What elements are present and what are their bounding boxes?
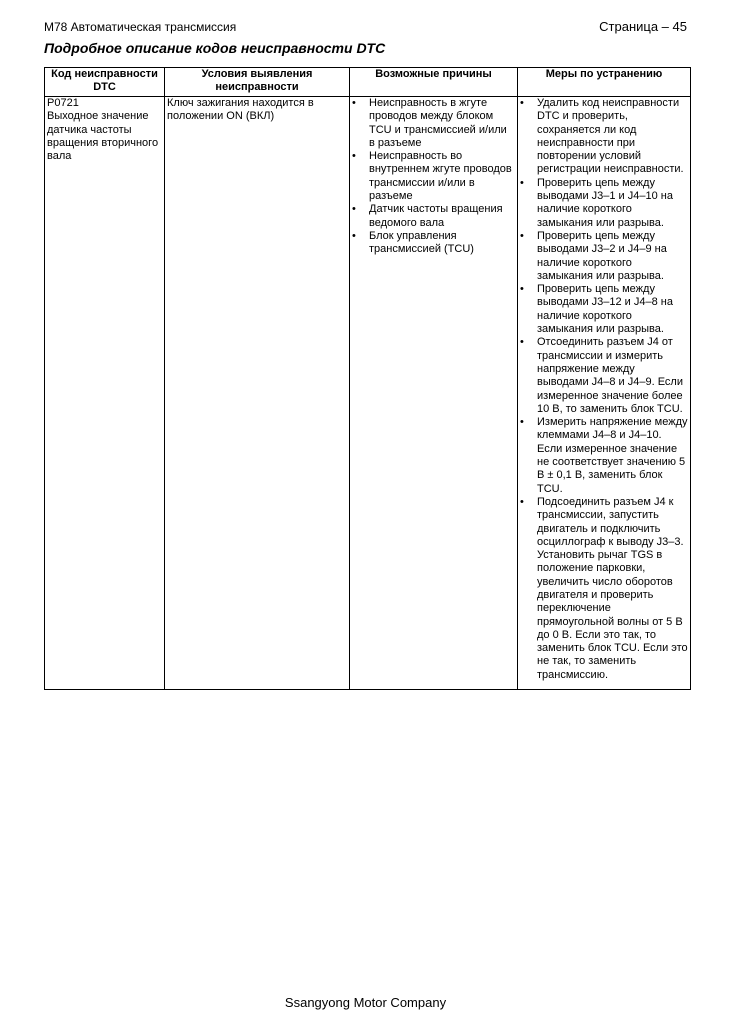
cause-item-text: Блок управления трансмиссией (TCU) <box>369 229 474 256</box>
dtc-code-description: Выходное значение датчика частоты вращения вторичного вала <box>47 110 159 163</box>
cause-item <box>352 203 515 230</box>
bullet-marker: • <box>352 97 356 109</box>
header-detection-conditions: Условия выявления неисправности <box>165 68 350 97</box>
possible-causes-cell <box>350 97 518 690</box>
table-row <box>45 97 691 690</box>
bullet-marker: • <box>520 229 524 242</box>
remedy-item <box>520 283 688 336</box>
document-header-title: M78 Автоматическая трансмиссия <box>44 20 237 34</box>
dtc-code-cell <box>45 97 165 690</box>
bullet-marker: • <box>352 229 356 242</box>
header-possible-causes: Возможные причины <box>350 68 518 97</box>
cause-item <box>352 150 515 203</box>
bullet-marker: • <box>352 203 356 216</box>
bullet-marker: • <box>352 150 356 163</box>
header-remedies: Меры по устранению <box>518 68 691 97</box>
remedy-item <box>520 230 688 283</box>
table-header-row <box>45 68 691 97</box>
remedy-item <box>520 496 688 682</box>
dtc-code: P0721 <box>47 97 79 109</box>
remedy-item-text: Проверить цепь между выводами J3–2 и J4–9 на наличие короткого замыкания или разрыва. <box>537 229 667 282</box>
remedy-item-text: Подсоединить разъем J4 к трансмиссии, запустить двигатель и подключить осциллограф к выводу J3–3. Установить рычаг TGS в положение парковки, увеличить число оборотов двигателя и проверить переключение прямоугольной волны от 5 В до 0 В. Если это так, то заменить блок TCU. Если это не так, то заменить трансмиссию. <box>537 495 688 681</box>
remedy-item <box>520 336 688 416</box>
section-title: Подробное описание кодов неисправности DTC <box>44 40 386 56</box>
cause-item-text: Неисправность во внутреннем жгуте проводов трансмиссии и/или в разъеме <box>369 150 512 203</box>
remedy-item-text: Измерить напряжение между клеммами J4–8 и J4–10. Если измеренное значение не соответствует значению 5 В ± 0,1 В, заменить блок TCU. <box>537 416 688 495</box>
remedy-item <box>520 416 688 496</box>
footer-company: Ssangyong Motor Company <box>284 995 447 1010</box>
bullet-marker: • <box>520 416 524 429</box>
cause-item-text: Неисправность в жгуте проводов между блоком TCU и трансмиссией и/или в разъеме <box>369 97 507 149</box>
remedy-item <box>520 177 688 230</box>
remedy-item-text: Проверить цепь между выводами J3–12 и J4–8 на наличие короткого замыкания или разрыва. <box>537 283 673 336</box>
page-number: Страница – 45 <box>599 19 687 34</box>
bullet-marker: • <box>520 283 524 296</box>
bullet-marker: • <box>520 495 524 508</box>
header-dtc-code: Код неисправности DTC <box>45 68 165 97</box>
cause-item <box>352 230 515 257</box>
remedy-item-text: Проверить цепь между выводами J3–1 и J4–10 на наличие короткого замыкания или разрыва. <box>537 176 673 229</box>
cause-item-text: Датчик частоты вращения ведомого вала <box>369 203 503 229</box>
remedies-cell <box>518 97 691 690</box>
bullet-marker: • <box>520 97 524 109</box>
possible-causes-list <box>352 97 515 257</box>
dtc-table <box>44 67 691 690</box>
remedy-item-text: Удалить код неисправности DTC и проверить, сохраняется ли код неисправности при повторении условий регистрации неисправности. <box>537 97 684 176</box>
bullet-marker: • <box>520 176 524 189</box>
detection-condition-cell: Ключ зажигания находится в положении ON (ВКЛ) <box>165 97 350 690</box>
cause-item <box>352 97 515 150</box>
remedy-item <box>520 97 688 177</box>
bullet-marker: • <box>520 336 524 349</box>
remedy-item-text: Отсоединить разъем J4 от трансмиссии и измерить напряжение между выводами J4–8 и J4–9. Если измеренное значение более 10 В, то заменить блок TCU. <box>537 336 683 415</box>
remedies-list <box>520 97 688 682</box>
